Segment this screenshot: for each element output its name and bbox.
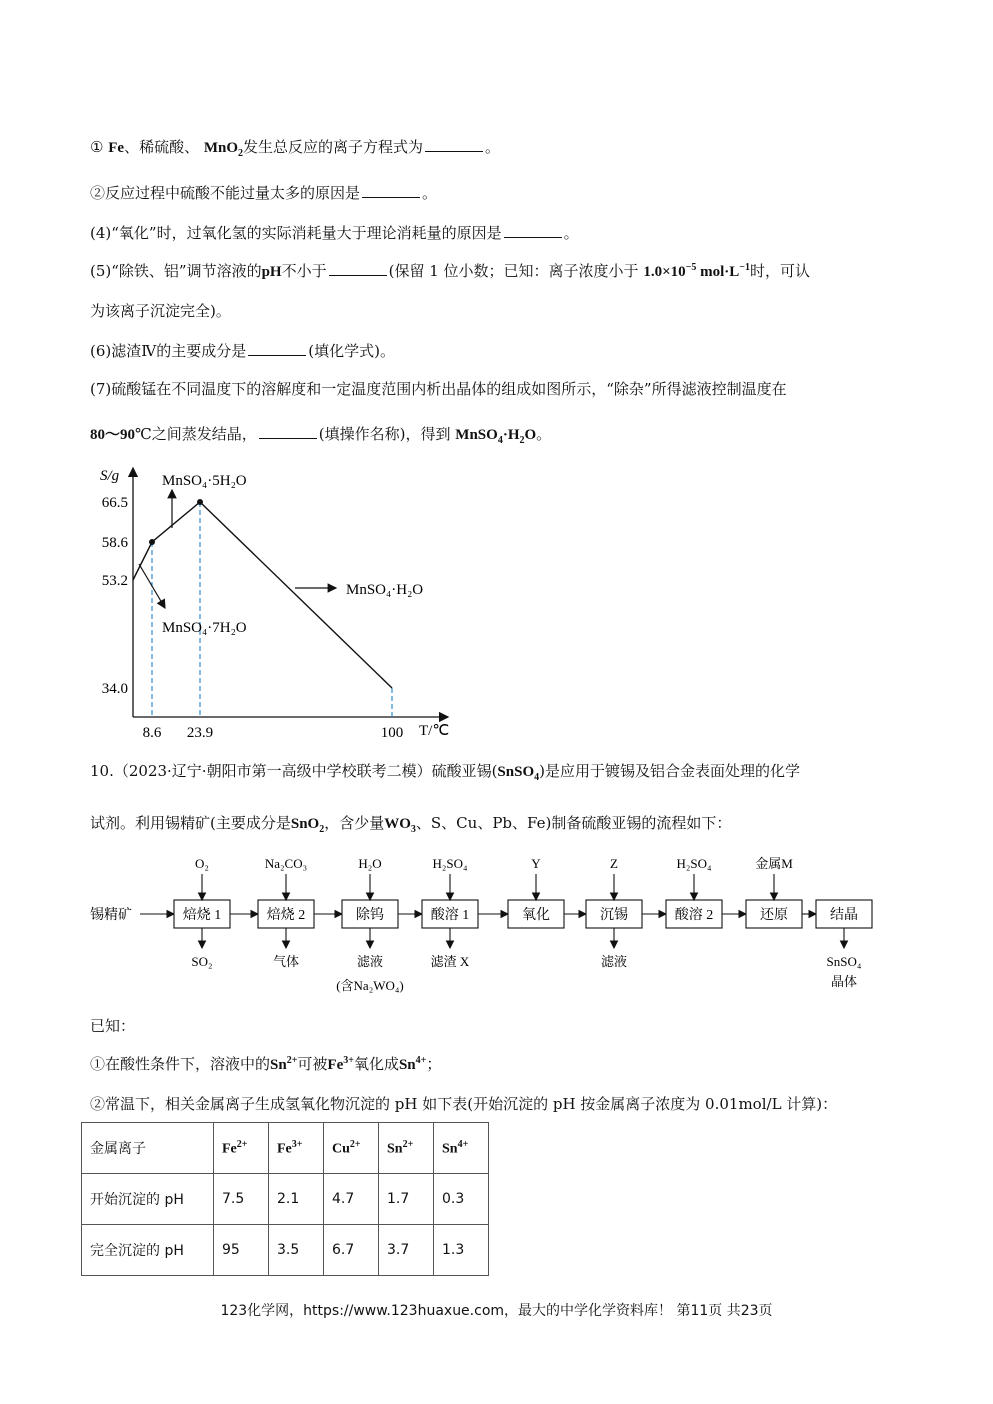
text: ②反应过程中硫酸不能过量太多的原因是 — [90, 184, 361, 202]
text: (填操作名称)，得到 — [318, 425, 451, 443]
text: 试剂。利用锡精矿(主要成分是 — [90, 814, 291, 832]
text: 10.（2023·辽宁·朝阳市第一高级中学校联考二模）硫酸亚锡( — [90, 762, 498, 780]
text: ； — [426, 1055, 442, 1073]
q3-line-2 — [90, 182, 437, 203]
ion-fe3 — [327, 1057, 354, 1073]
answer-blank[interactable] — [248, 341, 306, 356]
data-point — [197, 499, 203, 505]
ion-cell — [269, 1123, 324, 1174]
ion-symbol: Fe — [327, 1057, 344, 1073]
flow-output-label: 气体 — [272, 954, 300, 969]
snso4-formula — [497, 764, 540, 783]
q7-line-2 — [90, 423, 551, 446]
text: 。 — [536, 425, 552, 443]
flow-step-label: 酸溶 2 — [674, 908, 714, 923]
flow-output-label: 滤液 — [356, 954, 384, 969]
text: 可被 — [297, 1055, 328, 1073]
flow-step-label: 还原 — [760, 908, 788, 923]
temp-range: 80～90 — [90, 427, 136, 443]
x-tick-label: 8.6 — [142, 725, 162, 741]
table-cell: 6.7 — [324, 1225, 379, 1276]
flow-output-label: 滤渣 X — [430, 954, 470, 969]
formula-main: WO — [384, 816, 411, 832]
table-cell: 0.3 — [434, 1174, 489, 1225]
flow-output-note: (含Na₂WO₄) — [336, 978, 404, 993]
ion-charge: 2+ — [349, 1138, 361, 1150]
table-header-row — [82, 1123, 489, 1174]
text: ①在酸性条件下，溶液中的 — [90, 1055, 271, 1073]
ion-symbol: Fe — [222, 1141, 237, 1157]
formula-part: O — [524, 427, 537, 443]
data-point — [149, 539, 155, 545]
ion-charge: 2+ — [286, 1055, 298, 1066]
table-cell: 4.7 — [324, 1174, 379, 1225]
table-cell: 1.3 — [434, 1225, 489, 1276]
q4-line — [90, 222, 579, 243]
q6-line — [90, 340, 395, 361]
q5-line-1 — [90, 260, 810, 281]
text: ℃之间蒸发结晶， — [135, 425, 257, 443]
formula-part: MnSO — [455, 427, 498, 443]
process-flowchart — [90, 850, 890, 1000]
text: 发生总反应的离子方程式为 — [243, 138, 424, 156]
answer-blank[interactable] — [425, 137, 483, 152]
text: 已知： — [90, 1017, 136, 1035]
ph-table — [81, 1122, 489, 1276]
product-formula — [455, 427, 537, 446]
table-cell: 1.7 — [379, 1174, 434, 1225]
flow-output-label: SnSO₄ — [826, 954, 862, 969]
answer-blank[interactable] — [259, 424, 317, 439]
ion-charge: 3+ — [343, 1055, 354, 1066]
flow-output-label: SO₂ — [191, 954, 213, 969]
y-tick-label: 34.0 — [101, 681, 128, 697]
known-1 — [90, 1053, 441, 1074]
ion-charge: 2+ — [236, 1138, 248, 1150]
flow-step-label: 焙烧 2 — [266, 908, 306, 923]
q10-line-2 — [90, 812, 731, 835]
flow-start: 锡精矿 — [90, 908, 132, 923]
flow-step-label: 酸溶 1 — [430, 908, 470, 923]
formula-sub: 4 — [497, 435, 503, 446]
text: 不小于 — [281, 262, 327, 280]
ion-symbol: Sn — [387, 1141, 403, 1157]
page-footer: 123化学网，https://www.123huaxue.com，最大的中学化学资料库！ 第11页 共23页 — [220, 1303, 773, 1319]
text: 、稀硫酸、 — [124, 138, 200, 156]
flow-step-label: 结晶 — [830, 908, 858, 923]
text: )是应用于镀锡及铝合金表面处理的化学 — [539, 762, 800, 780]
y-tick-label: 66.5 — [101, 495, 128, 511]
ion-cell — [214, 1123, 269, 1174]
flow-input-label: 金属M — [755, 856, 793, 871]
circle-num: ① — [90, 138, 104, 156]
row-label: 完全沉淀的 pH — [82, 1225, 214, 1276]
answer-blank[interactable] — [504, 223, 562, 238]
ion-symbol: Sn — [270, 1057, 287, 1073]
text: ，含少量 — [324, 814, 385, 832]
sno2-formula — [290, 816, 325, 835]
text: 时，可认 — [749, 262, 810, 280]
known-2 — [90, 1093, 837, 1114]
wo3-formula — [384, 816, 416, 835]
q10-line-1 — [90, 760, 800, 783]
ion-symbol: Cu — [332, 1141, 350, 1157]
flow-output-note: 晶体 — [830, 974, 858, 989]
text: 、S、Cu、Pb、Fe)制备硫酸亚锡的流程如下： — [415, 814, 732, 832]
ion-sn4 — [399, 1057, 426, 1073]
text: (7)硫酸锰在不同温度下的溶解度和一定温度范围内析出晶体的组成如图所示，“除杂”所得滤液控制温度在 — [90, 380, 787, 398]
ion-cell — [324, 1123, 379, 1174]
text: (填化学式)。 — [308, 342, 395, 360]
formula-sub: 2 — [238, 148, 244, 159]
q7-line-1 — [90, 378, 787, 399]
text: 为该离子沉淀完全)。 — [90, 302, 231, 320]
q5-line-2 — [90, 300, 231, 321]
answer-blank[interactable] — [362, 183, 420, 198]
flow-input-label: Na₂CO₃ — [264, 856, 308, 871]
ion-cell — [434, 1123, 489, 1174]
text: (保留 1 位小数；已知：离子浓度小于 — [388, 262, 639, 280]
annotation-label: MnSO₄·7H₂O — [162, 620, 247, 636]
formula-main: SnSO — [497, 764, 535, 780]
text: (6)滤渣Ⅳ的主要成分是 — [90, 342, 247, 360]
flow-step-label: 焙烧 1 — [182, 908, 222, 923]
solubility-chart — [90, 460, 470, 750]
x-axis-label: T/℃ — [419, 723, 450, 739]
y-tick-label: 58.6 — [101, 535, 128, 551]
header-cell: 金属离子 — [82, 1123, 214, 1174]
annotation-label: MnSO₄·H₂O — [346, 582, 424, 598]
ion-charge: 2+ — [402, 1138, 414, 1150]
q3-line-1 — [90, 136, 500, 159]
formula-sub: 4 — [534, 772, 540, 783]
flow-input-label: Y — [531, 856, 541, 871]
text: 。 — [485, 138, 501, 156]
exponent: −1 — [739, 262, 750, 273]
flow-step-label: 氧化 — [522, 908, 550, 923]
answer-blank[interactable] — [329, 261, 387, 276]
concentration-value — [643, 264, 750, 280]
table-row — [82, 1225, 489, 1276]
formula-sub: 3 — [410, 824, 416, 835]
flow-input-label: O₂ — [195, 856, 209, 871]
ion-symbol: Fe — [277, 1141, 292, 1157]
unit: mol·L — [700, 264, 740, 280]
value: 1.0×10 — [643, 264, 686, 280]
formula-sub: 2 — [519, 435, 525, 446]
flow-step-label: 除钨 — [356, 908, 384, 923]
text: 。 — [422, 184, 438, 202]
text: (4)“氧化”时，过氧化氢的实际消耗量大于理论消耗量的原因是 — [90, 224, 502, 242]
table-cell: 3.5 — [269, 1225, 324, 1276]
ion-sn2 — [270, 1057, 297, 1073]
table-cell: 2.1 — [269, 1174, 324, 1225]
known-title — [90, 1015, 135, 1036]
flow-input-label: H₂SO₄ — [676, 856, 712, 871]
text: ②常温下，相关金属离子生成氢氧化物沉淀的 pH 如下表(开始沉淀的 pH 按金属离子浓度为 0.01mol/L 计算)： — [90, 1095, 838, 1113]
y-tick-label: 53.2 — [101, 573, 128, 589]
x-tick-label: 100 — [380, 725, 404, 741]
table-cell: 3.7 — [379, 1225, 434, 1276]
mno2-formula — [203, 140, 244, 159]
table-row — [82, 1174, 489, 1225]
ph-label: pH — [261, 264, 282, 280]
fe-formula: Fe — [108, 140, 125, 156]
ion-charge: 4+ — [415, 1055, 427, 1066]
formula-part: ·H — [502, 427, 520, 443]
table-cell: 7.5 — [214, 1174, 269, 1225]
text: 氧化成 — [353, 1055, 399, 1073]
ion-cell — [379, 1123, 434, 1174]
ion-charge: 3+ — [291, 1138, 303, 1150]
exponent: −5 — [685, 262, 697, 273]
y-axis-label: S/g — [100, 468, 120, 484]
flow-output-label: 滤液 — [600, 954, 628, 969]
text: 。 — [563, 224, 579, 242]
table-cell: 95 — [214, 1225, 269, 1276]
text: (5)“除铁、铝”调节溶液的 — [90, 262, 262, 280]
ion-symbol: Sn — [398, 1057, 416, 1073]
formula-sub: 2 — [319, 824, 325, 835]
flow-step-label: 沉锡 — [600, 908, 628, 923]
x-tick-label: 23.9 — [186, 725, 214, 741]
ion-charge: 4+ — [457, 1138, 469, 1150]
flow-input-label: H₂SO₄ — [432, 856, 468, 871]
row-label: 开始沉淀的 pH — [82, 1174, 214, 1225]
flow-input-label: Z — [610, 856, 618, 871]
formula-main: SnO — [290, 816, 320, 832]
annotation-label: MnSO₄·5H₂O — [162, 473, 247, 489]
ion-symbol: Sn — [442, 1141, 458, 1157]
formula-main: MnO — [203, 140, 239, 156]
flow-input-label: H₂O — [358, 856, 382, 871]
